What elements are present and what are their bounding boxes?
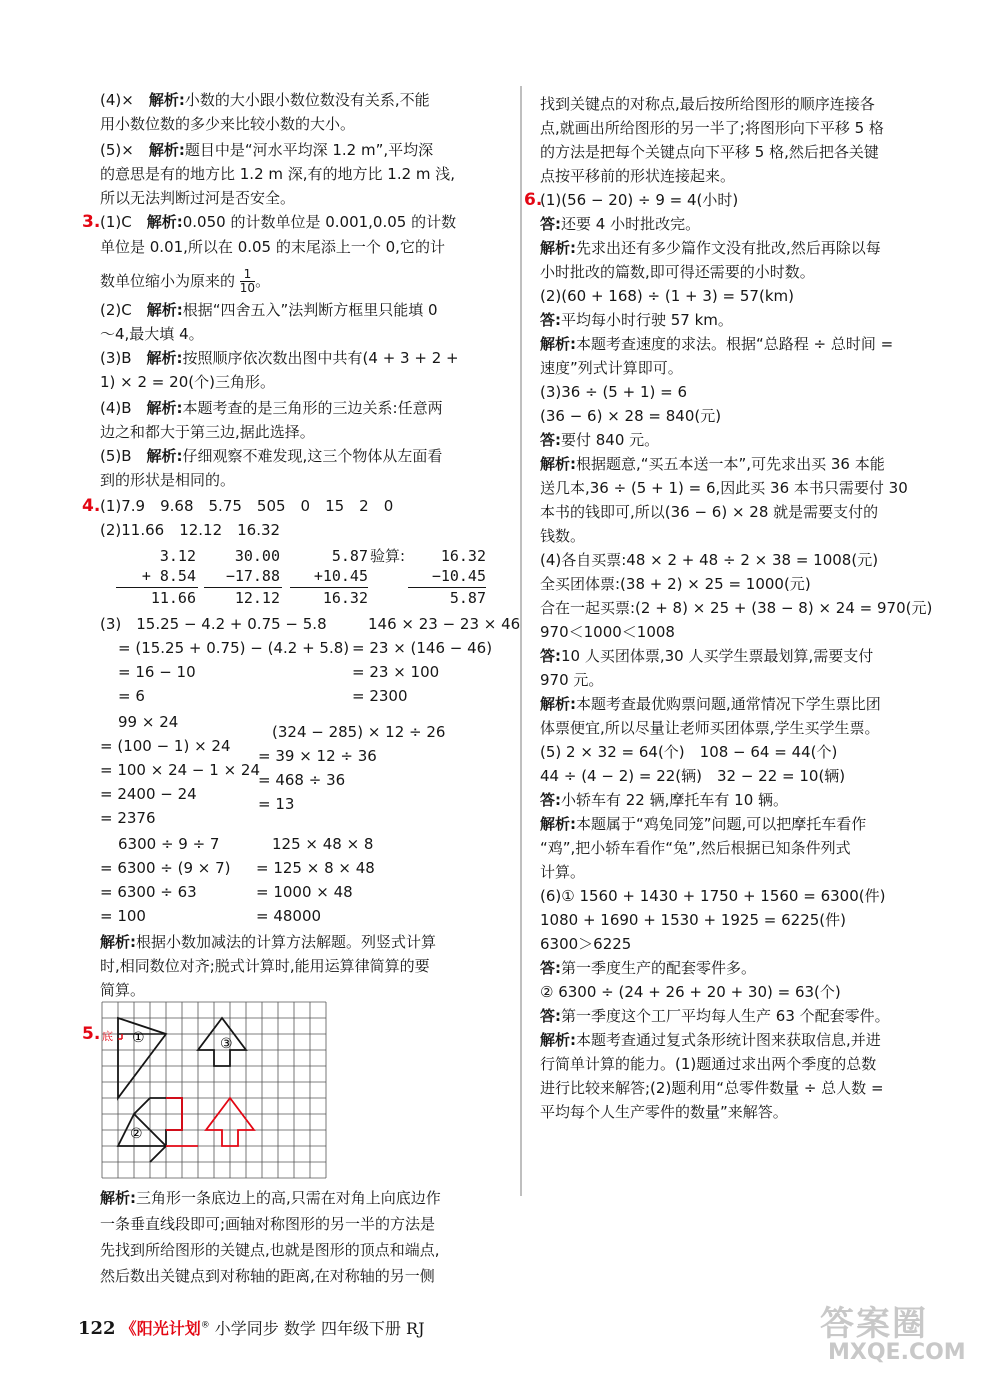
- vert-c-mid: +10.45: [313, 567, 368, 585]
- vert-d-result: 5.87: [449, 589, 486, 607]
- calc-b-3: = 23 × 100: [352, 663, 440, 681]
- label-3: ③: [220, 1036, 233, 1052]
- vert-d-top: 16.32: [440, 547, 486, 565]
- calc-b-4: = 2300: [352, 687, 408, 705]
- s3-line3-text: 数单位缩小为原来的: [100, 272, 236, 290]
- vert-a-result: 11.66: [150, 589, 196, 607]
- s3-line9: 边之和都大于第三边,据此选择。: [100, 423, 315, 441]
- s5-note-4: 然后数出关键点到对称轴的距离,在对称轴的另一侧: [100, 1267, 435, 1285]
- s4-note-2: 时,相同数位对齐;脱式计算时,能用运算律简算的要: [100, 957, 430, 975]
- s6-line-10: 答:要付 840 元。: [540, 431, 660, 449]
- calc-b-1: 146 × 23 − 23 × 46: [368, 615, 521, 633]
- s6-line-29: (6)① 1560 + 1430 + 1750 + 1560 = 6300(件): [540, 887, 886, 905]
- calc-f-3: = 1000 × 48: [256, 883, 353, 901]
- calc-a-4: = 6: [118, 687, 145, 705]
- label-2: ②: [130, 1126, 143, 1142]
- s6-line-7: 速度”列式计算即可。: [540, 359, 683, 377]
- calc-a-2: = (15.25 + 0.75) − (4.2 + 5.8): [118, 639, 350, 657]
- s5-note-3: 先找到所给图形的关键点,也就是图形的顶点和端点,: [100, 1241, 440, 1259]
- s6-line-5: 答:平均每小时行驶 57 km。: [540, 311, 733, 329]
- page-number: 122: [78, 1318, 116, 1339]
- s3-line7: 1) × 2 = 20(个)三角形。: [100, 373, 275, 391]
- s6-line-23: (5) 2 × 32 = 64(个) 108 − 64 = 44(个): [540, 743, 838, 761]
- s6-line-30: 1080 + 1690 + 1530 + 1925 = 6225(件): [540, 911, 846, 929]
- r-cont-3: 的方法是把每个关键点向下平移 5 格,然后把各关键: [540, 143, 879, 161]
- s6-line-25: 答:小轿车有 22 辆,摩托车有 10 辆。: [540, 791, 789, 809]
- vert-b-top: 30.00: [234, 547, 280, 565]
- s3-line11: 到的形状是相同的。: [100, 471, 236, 489]
- s6-line-26: 解析:本题属于“鸡兔同笼”问题,可以把摩托车看作: [540, 815, 867, 833]
- fraction-numerator: 1: [243, 267, 252, 281]
- grid-figure: [100, 1000, 340, 1180]
- s3-line2: 单位是 0.01,所以在 0.05 的末尾添上一个 0,它的计: [100, 238, 445, 256]
- s6-line-28: 计算。: [540, 863, 586, 881]
- r-cont-4: 点按平移前的形状连接起来。: [540, 167, 736, 185]
- s6-line-8: (3)36 ÷ (5 + 1) = 6: [540, 383, 687, 401]
- watermark-top: 答案圈: [820, 1304, 928, 1344]
- vert-a-mid: + 8.54: [141, 567, 196, 585]
- s6-line-3: 小时批改的篇数,即可得还需要的小时数。: [540, 263, 815, 281]
- s6-line-33: ② 6300 ÷ (24 + 26 + 20 + 30) = 63(个): [540, 983, 841, 1001]
- s6-line-15: (4)各自买票:48 × 2 + 48 ÷ 2 × 38 = 1008(元): [540, 551, 879, 569]
- s4-note-3: 简算。: [100, 981, 146, 999]
- label-1: ①: [132, 1030, 145, 1046]
- section-4-number: 4.: [82, 496, 101, 516]
- r-cont-1: 找到关键点的对称点,最后按所给图形的顺序连接各: [540, 95, 875, 113]
- watermark-bottom: MXQE.COM: [828, 1340, 966, 1365]
- s3-line3: 数单位缩小为原来的 $\frac{1}{10}$ 。: [100, 267, 271, 295]
- q4-5-line1: (5)× 解析:题目中是“河水平均深 1.2 m”,平均深: [100, 141, 434, 159]
- s5-note-2: 一条垂直线段即可;画轴对称图形的另一半的方法是: [100, 1215, 436, 1233]
- calc-d-2: = 39 × 12 ÷ 36: [258, 747, 377, 765]
- footer-brand: 阳光计划: [136, 1319, 201, 1338]
- q4-5-line3: 所以无法判断过河是否安全。: [100, 189, 296, 207]
- s6-line-18: 970＜1000＜1008: [540, 623, 675, 641]
- vert-d-mid: −10.45: [431, 567, 486, 585]
- calc-a-3: = 16 − 10: [118, 663, 196, 681]
- calc-d-3: = 468 ÷ 36: [258, 771, 346, 789]
- s6-line-12: 送几本,36 ÷ (5 + 1) = 6,因此买 36 本书只需要付 30: [540, 479, 908, 497]
- s6-line-14: 钱数。: [540, 527, 586, 545]
- calc-d-4: = 13: [258, 795, 295, 813]
- calc-c-3: = 100 × 24 − 1 × 24: [100, 761, 260, 779]
- s3-line4: (2)C 解析:根据“四舍五入”法判断方框里只能填 0: [100, 301, 438, 319]
- s6-line-34: 答:第一季度这个工厂平均每人生产 63 个配套零件。: [540, 1007, 890, 1025]
- s6-line-36: 行简单计算的能力。(1)题通过求出两个季度的总数: [540, 1055, 877, 1073]
- section-6-number: 6.: [524, 190, 543, 210]
- s6-line-20: 970 元。: [540, 671, 604, 689]
- calc-c-1: 99 × 24: [118, 713, 179, 731]
- calc-f-1: 125 × 48 × 8: [272, 835, 374, 853]
- s5-note-1: 解析:三角形一条底边上的高,只需在对角上向底边作: [100, 1189, 441, 1207]
- s6-line-27: “鸡”,把小轿车看作“兔”,然后根据已知条件列式: [540, 839, 851, 857]
- footer-reg: ®: [200, 1320, 210, 1331]
- s6-line-31: 6300＞6225: [540, 935, 632, 953]
- footer-title: 小学同步 数学 四年级下册 RJ: [214, 1319, 425, 1338]
- s6-line-38: 平均每个人生产零件的数量”来解答。: [540, 1103, 788, 1121]
- s3-line10: (5)B 解析:仔细观察不难发现,这三个物体从左面看: [100, 447, 443, 465]
- calc-c-5: = 2376: [100, 809, 156, 827]
- calc-a-1: (3) 15.25 − 4.2 + 0.75 − 5.8: [100, 615, 327, 633]
- calc-e-1: 6300 ÷ 9 ÷ 7: [118, 835, 220, 853]
- calc-f-4: = 48000: [256, 907, 322, 925]
- calc-f-2: = 125 × 8 × 48: [256, 859, 375, 877]
- calc-c-2: = (100 − 1) × 24: [100, 737, 231, 755]
- calc-e-2: = 6300 ÷ (9 × 7): [100, 859, 231, 877]
- base-label: 底: [102, 1030, 113, 1043]
- calc-e-3: = 6300 ÷ 63: [100, 883, 197, 901]
- calc-d-1: (324 − 285) × 12 ÷ 26: [272, 723, 446, 741]
- calc-e-4: = 100: [100, 907, 146, 925]
- calc-c-4: = 2400 − 24: [100, 785, 197, 803]
- vert-c-result: 16.32: [322, 589, 368, 607]
- fraction-denominator: 10: [239, 281, 256, 295]
- s3-line8: (4)B 解析:本题考查的是三角形的三边关系:任意两: [100, 399, 443, 417]
- footer-arrows: 《: [120, 1319, 137, 1338]
- s6-line-4: (2)(60 + 168) ÷ (1 + 3) = 57(km): [540, 287, 794, 305]
- s3-line1: (1)C 解析:0.050 的计数单位是 0.001,0.05 的计数: [100, 213, 457, 231]
- s4-part1: (1)7.9 9.68 5.75 505 0 15 2 0: [100, 497, 394, 515]
- s6-line-32: 答:第一季度生产的配套零件多。: [540, 959, 757, 977]
- section-5-number: 5.: [82, 1024, 101, 1044]
- vert-b-result: 12.12: [234, 589, 280, 607]
- s4-note-1: 解析:根据小数加减法的计算方法解题。列竖式计算: [100, 933, 437, 951]
- vert-c-top: 5.87: [331, 547, 368, 565]
- q4-4-line1: (4)× 解析:小数的大小跟小数位数没有关系,不能: [100, 91, 430, 109]
- s6-line-35: 解析:本题考查通过复式条形统计图来获取信息,并进: [540, 1031, 881, 1049]
- s6-line-19: 答:10 人买团体票,30 人买学生票最划算,需要支付: [540, 647, 874, 665]
- s6-line-24: 44 ÷ (4 − 2) = 22(辆) 32 − 22 = 10(辆): [540, 767, 846, 785]
- s6-line-9: (36 − 6) × 28 = 840(元): [540, 407, 722, 425]
- s6-line-37: 进行比较来解答;(2)题利用“总零件数量 ÷ 总人数 =: [540, 1079, 884, 1097]
- q4-5-line2: 的意思是有的地方比 1.2 m 深,有的地方比 1.2 m 浅,: [100, 165, 456, 183]
- vert-b-mid: −17.88: [225, 567, 280, 585]
- vert-check-label: 验算:: [370, 547, 406, 565]
- s3-line5: ～4,最大填 4。: [100, 325, 204, 343]
- s6-line-13: 本书的钱即可,所以(36 − 6) × 28 就是需要支付的: [540, 503, 879, 521]
- s4-part2: (2)11.66 12.12 16.32: [100, 521, 281, 539]
- r-cont-2: 点,就画出所给图形的另一半了;将图形向下平移 5 格: [540, 119, 884, 137]
- column-divider: [520, 86, 522, 1196]
- s3-line6: (3)B 解析:按照顺序依次数出图中共有(4 + 3 + 2 +: [100, 349, 459, 367]
- section-3-number: 3.: [82, 212, 101, 232]
- s6-line-11: 解析:根据题意,“买五本送一本”,可先求出买 36 本能: [540, 455, 885, 473]
- s6-line-0: (1)(56 − 20) ÷ 9 = 4(小时): [540, 191, 739, 209]
- s6-line-1: 答:还要 4 小时批改完。: [540, 215, 701, 233]
- q4-4-line2: 用小数位数的多少来比较小数的大小。: [100, 115, 356, 133]
- s6-line-17: 合在一起买票:(2 + 8) × 25 + (38 − 8) × 24 = 970(元): [540, 599, 933, 617]
- page-footer: [78, 1316, 425, 1339]
- s6-line-16: 全买团体票:(38 + 2) × 25 = 1000(元): [540, 575, 811, 593]
- s6-line-6: 解析:本题考查速度的求法。根据“总路程 ÷ 总时间 =: [540, 335, 894, 353]
- s6-line-21: 解析:本题考查最优购票问题,通常情况下学生票比团: [540, 695, 881, 713]
- calc-b-2: = 23 × (146 − 46): [352, 639, 493, 657]
- s6-line-2: 解析:先求出还有多少篇作文没有批改,然后再除以每: [540, 239, 881, 257]
- vert-a-top: 3.12: [159, 547, 196, 565]
- fraction-one-tenth: [240, 268, 255, 295]
- s6-line-22: 体票便宜,所以尽量让老师买团体票,学生买学生票。: [540, 719, 880, 737]
